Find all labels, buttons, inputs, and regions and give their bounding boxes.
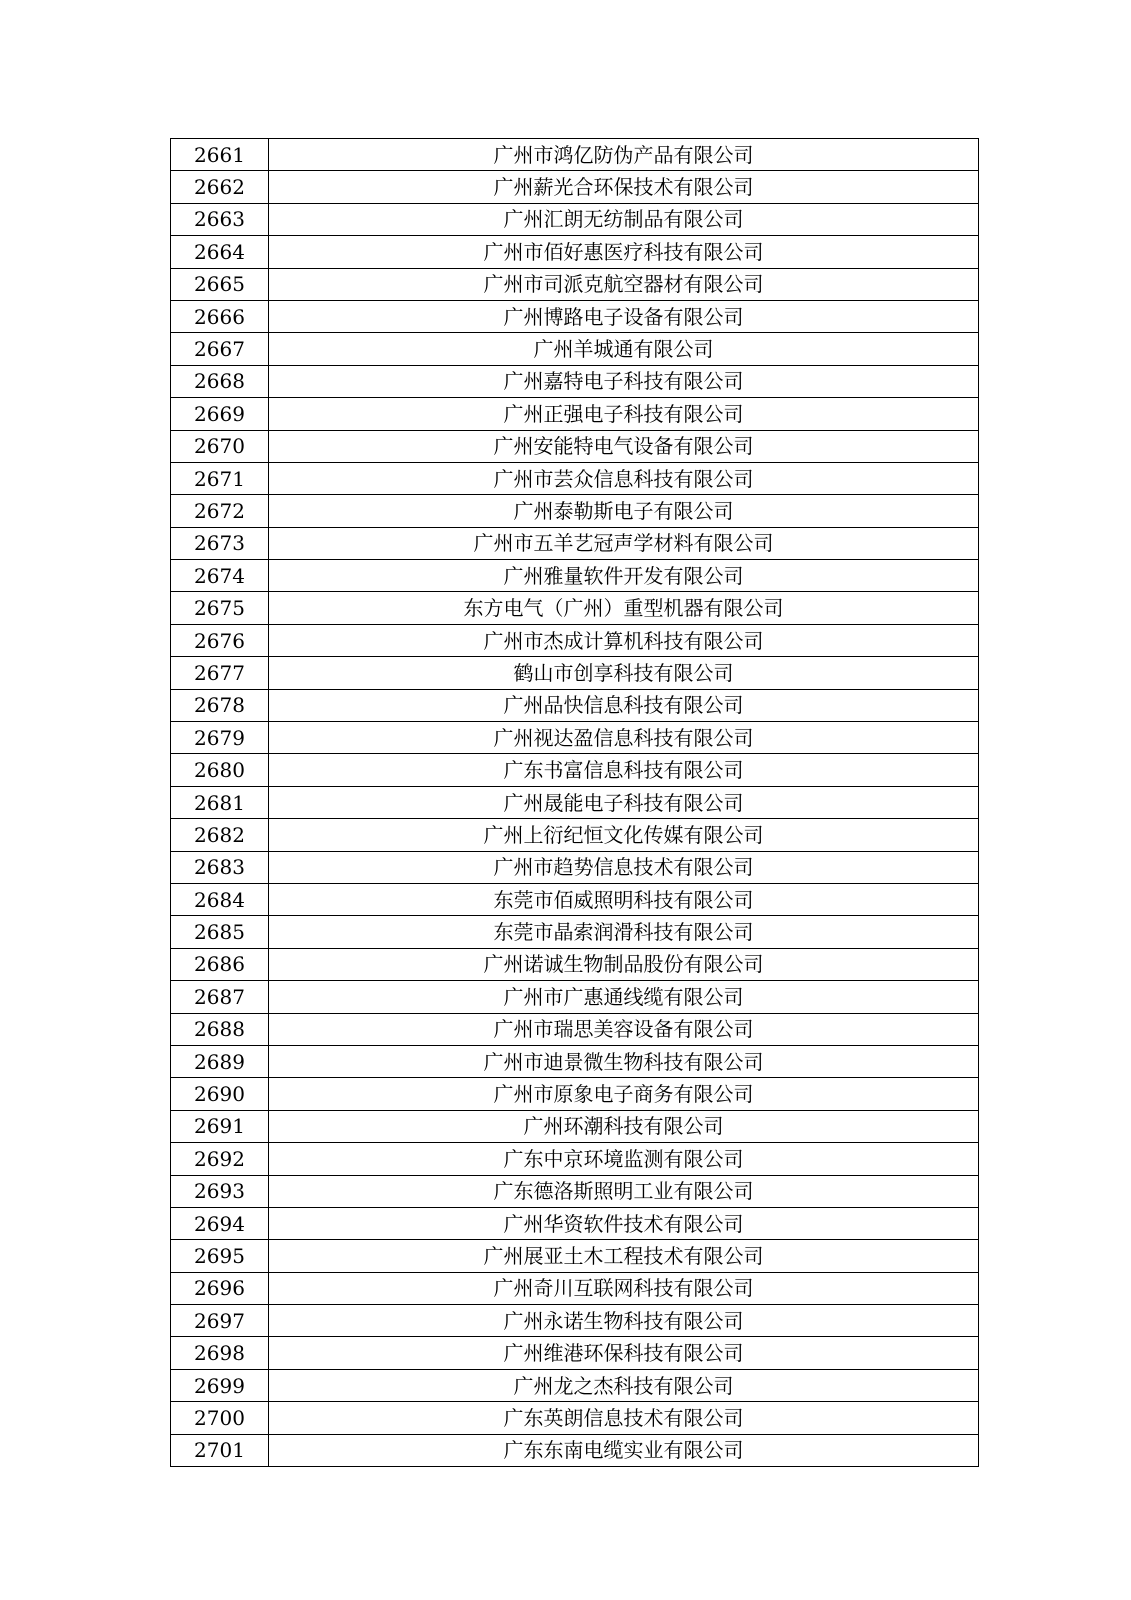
row-number: 2684 <box>171 883 269 915</box>
table-row <box>171 916 979 948</box>
company-name: 东莞市佰威照明科技有限公司 <box>269 883 979 915</box>
company-name: 广州永诺生物科技有限公司 <box>269 1305 979 1337</box>
company-name: 广州市迪景微生物科技有限公司 <box>269 1045 979 1077</box>
company-name: 鹤山市创享科技有限公司 <box>269 657 979 689</box>
company-name: 广东东南电缆实业有限公司 <box>269 1434 979 1466</box>
company-name: 东方电气（广州）重型机器有限公司 <box>269 592 979 624</box>
company-name: 广州正强电子科技有限公司 <box>269 398 979 430</box>
row-number: 2698 <box>171 1337 269 1369</box>
row-number: 2665 <box>171 268 269 300</box>
row-number: 2661 <box>171 139 269 171</box>
company-name: 广州市芸众信息科技有限公司 <box>269 462 979 494</box>
table-row <box>171 883 979 915</box>
company-name: 广州汇朗无纺制品有限公司 <box>269 203 979 235</box>
company-name: 广州市趋势信息技术有限公司 <box>269 851 979 883</box>
table-body <box>171 139 979 1467</box>
table-row <box>171 1402 979 1434</box>
table-row <box>171 786 979 818</box>
table-row <box>171 365 979 397</box>
company-name: 广州安能特电气设备有限公司 <box>269 430 979 462</box>
table-row <box>171 851 979 883</box>
row-number: 2682 <box>171 819 269 851</box>
row-number: 2694 <box>171 1207 269 1239</box>
table-row <box>171 430 979 462</box>
row-number: 2667 <box>171 333 269 365</box>
row-number: 2689 <box>171 1045 269 1077</box>
company-name: 广州薪光合环保技术有限公司 <box>269 171 979 203</box>
company-name: 广州羊城通有限公司 <box>269 333 979 365</box>
row-number: 2701 <box>171 1434 269 1466</box>
table-row <box>171 1013 979 1045</box>
company-name: 广州上衍纪恒文化传媒有限公司 <box>269 819 979 851</box>
table-row <box>171 462 979 494</box>
table-row <box>171 495 979 527</box>
table-row <box>171 1175 979 1207</box>
company-name: 广州市五羊艺冠声学材料有限公司 <box>269 527 979 559</box>
company-name: 广州展亚土木工程技术有限公司 <box>269 1240 979 1272</box>
row-number: 2700 <box>171 1402 269 1434</box>
table-row <box>171 981 979 1013</box>
table-row <box>171 1434 979 1466</box>
table-row <box>171 1240 979 1272</box>
table-row <box>171 1369 979 1401</box>
row-number: 2671 <box>171 462 269 494</box>
row-number: 2676 <box>171 624 269 656</box>
company-name: 广州博路电子设备有限公司 <box>269 300 979 332</box>
row-number: 2690 <box>171 1078 269 1110</box>
row-number: 2697 <box>171 1305 269 1337</box>
company-name: 广东中京环境监测有限公司 <box>269 1143 979 1175</box>
table-row <box>171 754 979 786</box>
row-number: 2668 <box>171 365 269 397</box>
table-row <box>171 1337 979 1369</box>
row-number: 2696 <box>171 1272 269 1304</box>
table-row <box>171 139 979 171</box>
row-number: 2680 <box>171 754 269 786</box>
company-name: 广州市司派克航空器材有限公司 <box>269 268 979 300</box>
company-name: 东莞市晶索润滑科技有限公司 <box>269 916 979 948</box>
table-row <box>171 689 979 721</box>
company-name: 广州视达盈信息科技有限公司 <box>269 722 979 754</box>
row-number: 2675 <box>171 592 269 624</box>
company-name: 广州泰勒斯电子有限公司 <box>269 495 979 527</box>
table-row <box>171 1305 979 1337</box>
company-name: 广东书富信息科技有限公司 <box>269 754 979 786</box>
company-name: 广州市佰好惠医疗科技有限公司 <box>269 236 979 268</box>
row-number: 2672 <box>171 495 269 527</box>
company-name: 广东德洛斯照明工业有限公司 <box>269 1175 979 1207</box>
company-name: 广州奇川互联网科技有限公司 <box>269 1272 979 1304</box>
row-number: 2687 <box>171 981 269 1013</box>
company-name: 广州诺诚生物制品股份有限公司 <box>269 948 979 980</box>
row-number: 2662 <box>171 171 269 203</box>
row-number: 2663 <box>171 203 269 235</box>
row-number: 2664 <box>171 236 269 268</box>
row-number: 2688 <box>171 1013 269 1045</box>
company-name: 广州市鸿亿防伪产品有限公司 <box>269 139 979 171</box>
table-row <box>171 333 979 365</box>
row-number: 2669 <box>171 398 269 430</box>
company-name: 广州环潮科技有限公司 <box>269 1110 979 1142</box>
row-number: 2677 <box>171 657 269 689</box>
table-row <box>171 624 979 656</box>
table-row <box>171 1078 979 1110</box>
row-number: 2699 <box>171 1369 269 1401</box>
table-row <box>171 300 979 332</box>
table-row <box>171 592 979 624</box>
company-name: 广州维港环保科技有限公司 <box>269 1337 979 1369</box>
table-row <box>171 1045 979 1077</box>
row-number: 2695 <box>171 1240 269 1272</box>
table-row <box>171 171 979 203</box>
table-row <box>171 1110 979 1142</box>
company-name: 广州龙之杰科技有限公司 <box>269 1369 979 1401</box>
company-name: 广州市杰成计算机科技有限公司 <box>269 624 979 656</box>
row-number: 2685 <box>171 916 269 948</box>
table-row <box>171 1272 979 1304</box>
row-number: 2686 <box>171 948 269 980</box>
company-name: 广州嘉特电子科技有限公司 <box>269 365 979 397</box>
row-number: 2679 <box>171 722 269 754</box>
company-name: 广州华资软件技术有限公司 <box>269 1207 979 1239</box>
row-number: 2666 <box>171 300 269 332</box>
row-number: 2683 <box>171 851 269 883</box>
company-table <box>170 138 979 1467</box>
table-row <box>171 560 979 592</box>
table-row <box>171 1143 979 1175</box>
row-number: 2693 <box>171 1175 269 1207</box>
table-row <box>171 819 979 851</box>
table-row <box>171 527 979 559</box>
company-name: 广州品快信息科技有限公司 <box>269 689 979 721</box>
table-row <box>171 948 979 980</box>
table-row <box>171 236 979 268</box>
row-number: 2692 <box>171 1143 269 1175</box>
row-number: 2678 <box>171 689 269 721</box>
company-name: 广州市广惠通线缆有限公司 <box>269 981 979 1013</box>
table-row <box>171 722 979 754</box>
row-number: 2670 <box>171 430 269 462</box>
table-row <box>171 1207 979 1239</box>
company-name: 广州晟能电子科技有限公司 <box>269 786 979 818</box>
row-number: 2673 <box>171 527 269 559</box>
table-row <box>171 268 979 300</box>
row-number: 2691 <box>171 1110 269 1142</box>
row-number: 2674 <box>171 560 269 592</box>
table-row <box>171 203 979 235</box>
company-name: 广州市瑞思美容设备有限公司 <box>269 1013 979 1045</box>
table-row <box>171 398 979 430</box>
company-name: 广东英朗信息技术有限公司 <box>269 1402 979 1434</box>
company-name: 广州雅量软件开发有限公司 <box>269 560 979 592</box>
table-row <box>171 657 979 689</box>
company-name: 广州市原象电子商务有限公司 <box>269 1078 979 1110</box>
row-number: 2681 <box>171 786 269 818</box>
